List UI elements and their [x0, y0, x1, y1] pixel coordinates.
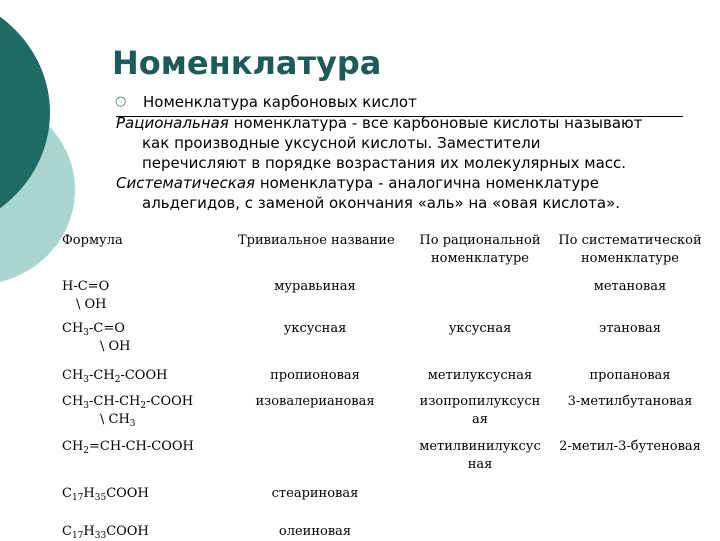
slide-title: Номенклатура — [112, 44, 382, 82]
formula-cell — [62, 367, 167, 385]
rational-name-cell: уксусная — [448, 321, 512, 336]
systematic-label: Систематическая — [116, 174, 256, 192]
trivial-name-cell: муравьиная — [274, 279, 356, 294]
systematic-name-cell: 2-метил-3-бутеновая — [559, 439, 701, 454]
header-rational — [400, 232, 560, 268]
systematic-text-1: номенклатура - аналогична номенклатуре — [255, 174, 600, 192]
rational-name-cell: изопропилуксусн ая — [419, 394, 541, 427]
header-trivial: Тривиальное название — [238, 233, 395, 248]
rational-text-1: номенклатура - все карбоновые кислоты называют — [228, 114, 643, 132]
formula-line: $CH_2=CH-CH$-COOH — [62, 439, 194, 456]
bullet-text: Номенклатура карбоновых кислот — [143, 93, 417, 111]
formula-line: $C_{17}H_{35}COOH$ — [62, 486, 149, 503]
trivial-name-cell: олеиновая — [278, 524, 352, 539]
formula-cell — [62, 438, 194, 456]
rational-name-cell: метилуксусная — [427, 368, 533, 383]
rational-text-3: перечисляют в порядке возрастания их молекулярных масс. — [142, 154, 627, 172]
formula-cell — [62, 485, 149, 503]
header-systematic-line-1: По систематической — [558, 233, 702, 248]
formula-line: \ OH — [76, 297, 107, 312]
rational-label: Рациональная — [116, 114, 229, 132]
formula-line: H-C=O — [62, 279, 110, 294]
systematic-paragraph — [116, 173, 620, 213]
formula-line: $CH_3-CH_2$-COOH — [62, 368, 168, 385]
formula-line: \ OH — [100, 339, 131, 354]
header-formula: Формула — [62, 233, 123, 248]
formula-line: $CH_3-CH-CH_2$-COOH — [62, 394, 194, 411]
formula-cell — [62, 523, 149, 541]
formula-line: \ $CH_3$ — [100, 412, 136, 429]
systematic-name-cell: метановая — [593, 279, 667, 294]
trivial-name-cell: стеариновая — [271, 486, 359, 501]
systematic-text-2: альдегидов, с заменой окончания «аль» на «овая кислота». — [142, 194, 621, 212]
header-systematic-line-2: номенклатуре — [581, 251, 679, 266]
rational-text-2: как производные уксусной кислоты. Заместители — [142, 134, 541, 152]
trivial-name-cell: пропионовая — [270, 368, 360, 383]
trivial-name-cell: изовалериановая — [255, 394, 375, 409]
header-rational-line-2: номенклатуре — [431, 251, 529, 266]
rational-paragraph — [116, 113, 642, 173]
trivial-name-cell: уксусная — [283, 321, 347, 336]
formula-line: $C_{17}H_{33}COOH$ — [62, 524, 149, 541]
systematic-name-cell: 3-метилбутановая — [567, 394, 693, 409]
formula-line: $CH_3-C=O$ — [62, 321, 125, 338]
header-systematic — [555, 232, 705, 268]
formula-cell — [62, 393, 193, 429]
systematic-name-cell: пропановая — [589, 368, 671, 383]
bullet-circle-icon: ○ — [115, 94, 127, 109]
formula-cell — [62, 320, 131, 356]
systematic-name-cell: этановая — [599, 321, 661, 336]
formula-cell — [62, 278, 109, 314]
rational-name-cell: метилвинилуксус ная — [419, 439, 541, 472]
header-rational-line-1: По рациональной — [419, 233, 541, 248]
